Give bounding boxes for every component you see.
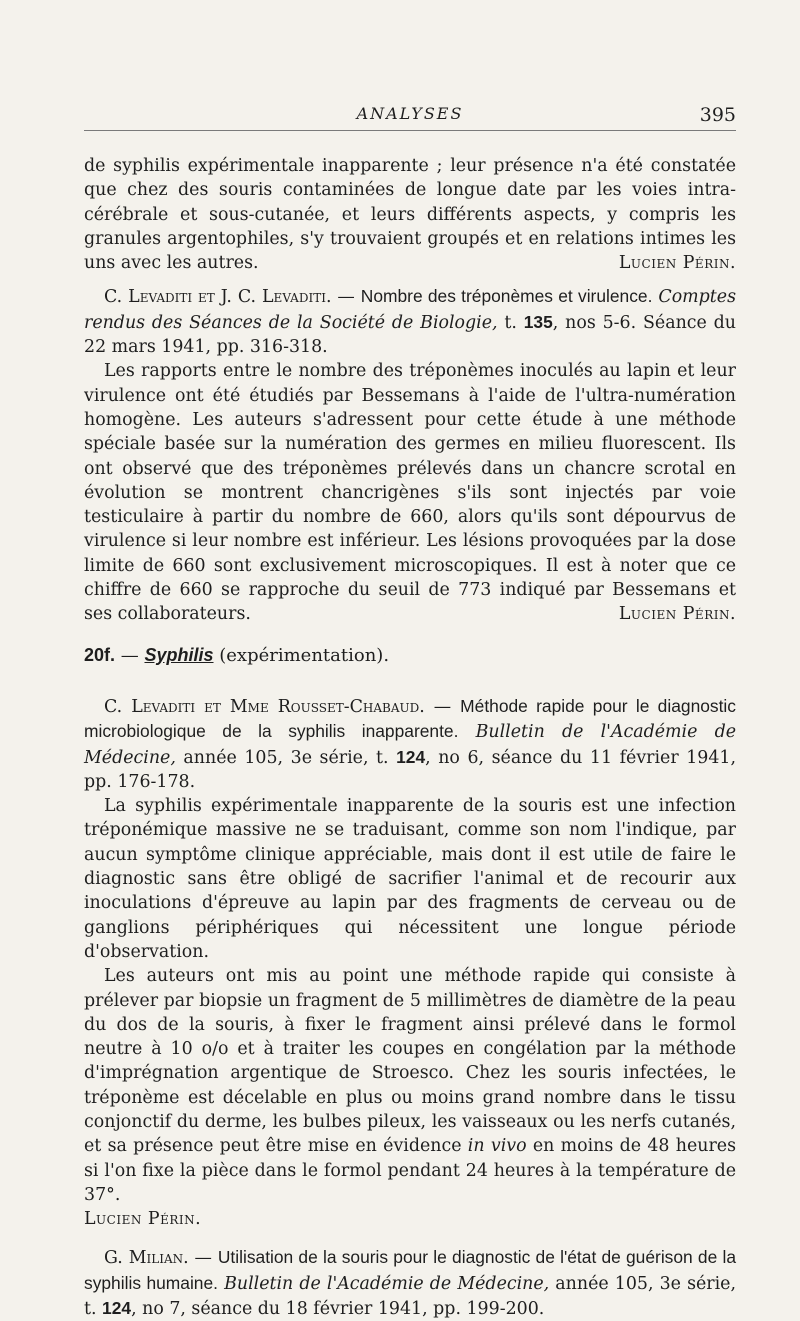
- entry4-citation: [84, 1245, 736, 1321]
- entry3-title: Méthode rapide pour le diagnostic microbiologique de la syphilis inapparente.: [84, 695, 736, 742]
- entry1-continuation: [84, 154, 736, 275]
- running-title: ANALYSES: [356, 104, 464, 123]
- page-number: 395: [699, 104, 736, 126]
- spacer: [84, 275, 736, 284]
- entry2-dash: —: [331, 287, 361, 308]
- page-header: [84, 104, 736, 128]
- entry4-details-a: année 105, 3e série, t.: [84, 1273, 736, 1320]
- entry4-title: Utilisation de la souris pour le diagnostic de l'état de guérison de la syphilis humaine.: [84, 1247, 736, 1293]
- entry3-signature: Lucien Périn.: [84, 1209, 202, 1230]
- entry2-title: Nombre des tréponèmes et virulence.: [360, 286, 653, 307]
- entry3-paragraph-1: La syphilis expérimentale inapparente de la souris est une infection tréponémique massive ne se traduisant, comme son nom l'indique, par aucun symptôme clinique appréciable, mais dont il est utile de faire le diagnostic sans être obligé de sacrifier l'animal et de recourir aux inoculations d'épreuve au lapin par des fragments de cerveau ou de ganglions périphériques qui nécessitent une longue période d'observation.: [84, 796, 736, 962]
- entry2-signature: Lucien Périn.: [618, 604, 736, 625]
- section-dash: —: [115, 644, 145, 666]
- entry2-body-text: Les rapports entre le nombre des tréponèmes inoculés au lapin et leur virulence ont été étudiés par Bessemans à l'aide de l'ultra-numération homogène. Les auteurs s'adressent pour cette étude à une méthode spéciale basée sur la numération des germes en milieu fluorescent. Ils ont observé que des tréponèmes prélevés dans un chancre scrotal en évolution se montrent chancrigènes s'ils sont injectés par voie testiculaire à partir du nombre de 660, alors qu'ils sont dépourvus de virulence si leur nombre est inférieur. Les lésions provoquées par la dose limite de 660 sont exclusivement microscopiques. Il est à noter que ce chiffre de 660 se rapproche du seuil de 773 indiqué par Bessemans et ses collaborateurs.: [84, 361, 736, 625]
- section-heading: [84, 643, 736, 668]
- entry3-in-vivo: in vivo: [461, 1136, 527, 1157]
- section-number: 20f.: [84, 644, 116, 665]
- entry3-paragraph-2: [84, 964, 736, 1207]
- entry3-authors: C. Levaditi et Mme Rousset-Chabaud.: [104, 696, 425, 717]
- entry2-issue: , nos 5-6. Séance du 22 mars 1941, pp. 316-318.: [84, 312, 736, 358]
- entry3-details-a: année 105, 3e série, t.: [175, 747, 397, 768]
- spacer: [84, 1231, 736, 1245]
- section-subtitle: (expérimentation).: [213, 644, 390, 666]
- entry4-source: Bulletin de l'Académie de Médecine,: [217, 1273, 550, 1294]
- page-body: [84, 154, 736, 1321]
- entry2-citation: [84, 284, 736, 359]
- entry2-volume-prefix: t.: [497, 312, 524, 333]
- entry4-volume: 124: [102, 1298, 132, 1319]
- entry1-signature: Lucien Périn.: [618, 253, 736, 274]
- entry4-authors: G. Milian.: [104, 1248, 189, 1269]
- entry2-authors: C. Levaditi et J. C. Levaditi.: [104, 287, 332, 308]
- entry3-details-b: , no 6, séance du 11 février 1941, pp. 176-178.: [84, 747, 736, 792]
- entry3-paragraph-2-text: Les auteurs ont mis au point une méthode rapide qui consiste à prélever par biopsie un fragment de 5 millimètres de diamètre de la peau du dos de la souris, à fixer le fragment ainsi prélevé dans le formol neutre à 10 o/o et à traiter les coupes en congélation par la méthode d'imprégnation argentique de Stroesco. Chez les souris infectées, le tréponème est décelable en plus ou moins grand nombre dans le tissu conjonctif du derme, les bulbes pileux, les vaisseaux ou les nerfs cutanés, et sa présence peut être mise en évidence: [84, 966, 736, 1157]
- entry3-dash: —: [424, 696, 461, 717]
- entry4-details-b: , no 7, séance du 18 février 1941, pp. 199-200.: [131, 1299, 545, 1320]
- entry2-volume: 135: [523, 311, 553, 332]
- entry4-dash: —: [188, 1248, 218, 1269]
- entry2-body: [84, 359, 736, 626]
- entry2-source: Comptes rendus des Séances de la Société de Biologie,: [84, 287, 736, 333]
- section-topic: Syphilis: [144, 644, 214, 665]
- entry1-text: de syphilis expérimentale inapparente ; leur présence n'a été constatée que chez des souris contaminées de longue date par les voies intra-cérébrale et sous-cutanée, et leurs différents aspects, y compris les granules argentophiles, s'y trouvaient groupés et en relations intimes les uns avec les autres.: [84, 156, 736, 274]
- header-rule: [84, 130, 736, 131]
- entry3-source: Bulletin de l'Académie de Médecine,: [84, 722, 736, 768]
- entry3-paragraph-2-end: en moins de 48 heures si l'on fixe la pièce dans le formol pendant 24 heures à la température de 37°.: [84, 1136, 737, 1205]
- entry3-volume: 124: [396, 746, 426, 767]
- entry3-citation: [84, 694, 736, 794]
